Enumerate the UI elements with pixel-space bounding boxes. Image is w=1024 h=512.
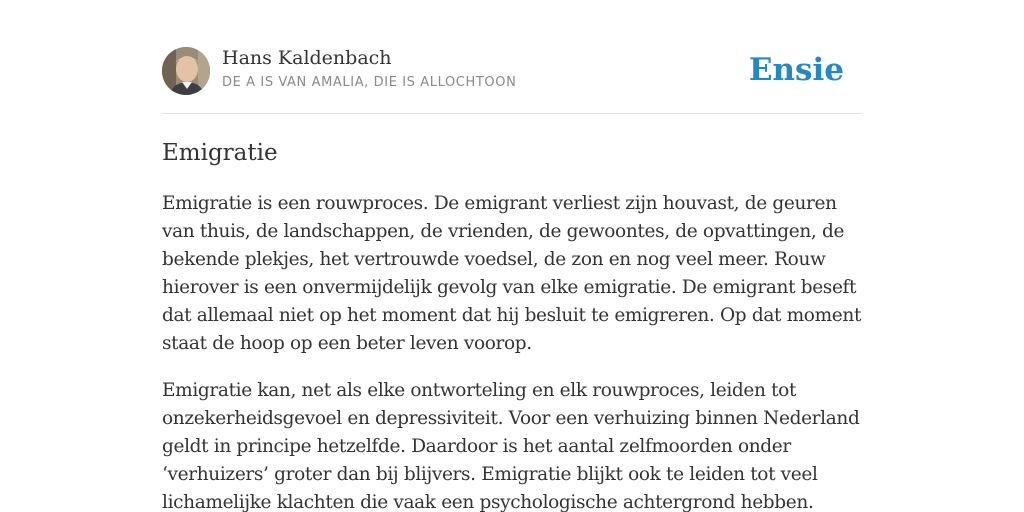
body-paragraph: Emigratie is een rouwproces. De emigrant verliest zijn houvast, de geuren van thuis, de landschappen, de vrienden, de gewoontes, de opvattingen, de bekende plekjes, het vertrouwde voedsel, de zon en nog veel meer. Rouw hierover is een onvermijdelijk gevolg van elke emigratie. De emigrant beseft dat allemaal niet op het moment dat hij besluit te emigreren. Op dat moment staat de hoop op een beter leven voorop. <box>162 193 862 354</box>
author-photo-icon <box>162 47 210 95</box>
author-name[interactable]: Hans Kaldenbach <box>222 47 392 69</box>
article-column <box>162 0 862 512</box>
post-body <box>162 190 862 512</box>
author-tagline: DE A IS VAN AMALIA, DIE IS ALLOCHTOON <box>222 75 517 90</box>
body-paragraph: Emigratie kan, net als elke ontworteling en elk rouwproces, leiden tot onzekerheidsgevoel en depressiviteit. Voor een verhuizing binnen Nederland geldt in principe hetzelfde. Daardoor is het aantal zelfmoorden onder ‘verhuizers’ groter dan bij blijvers. Emigratie blijkt ook te leiden tot veel lichamelijke klachten die vaak een psychologische achtergrond hebben. <box>162 380 860 512</box>
author-header <box>162 0 862 114</box>
post-title: Emigratie <box>162 140 278 166</box>
author-avatar[interactable] <box>162 47 210 95</box>
ensie-logo-link[interactable]: Ensie <box>748 52 844 88</box>
